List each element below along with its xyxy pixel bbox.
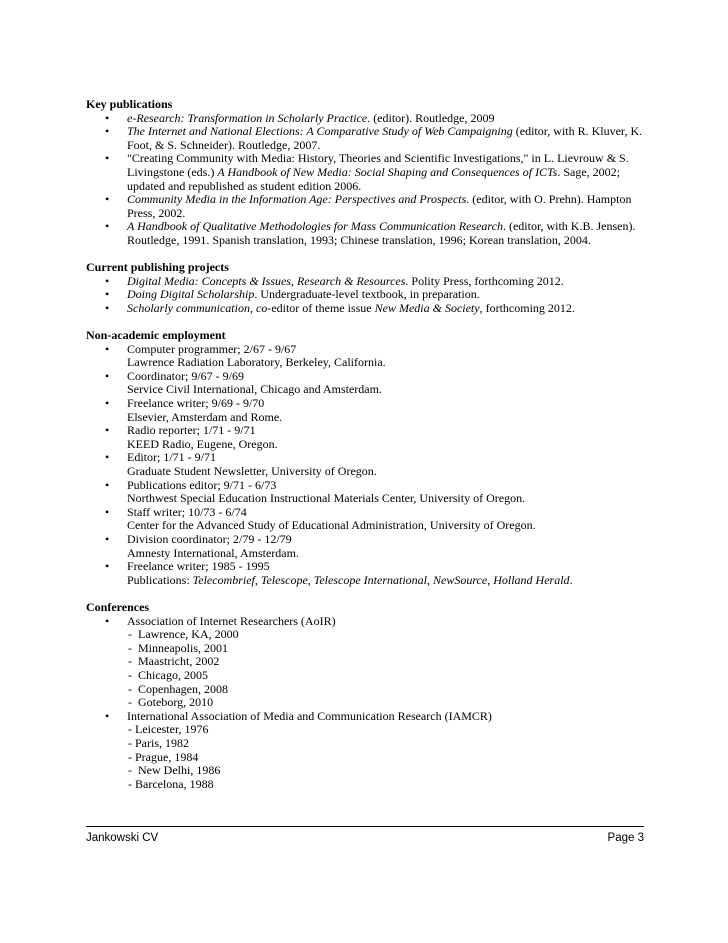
bullet-icon: • — [105, 300, 110, 315]
conference-entry: - Copenhagen, 2008 — [128, 681, 228, 696]
conference-entry: - New Delhi, 1986 — [128, 763, 221, 778]
employment-item: • Freelance writer; 9/69 - 9/70 Elsevier, Amsterdam and Rome. — [105, 396, 283, 424]
employment-list — [86, 343, 646, 588]
employment-item: • Coordinator; 9/67 - 9/69 Service Civil International, Chicago and Amsterdam. — [105, 368, 382, 397]
project-item: • Scholarly communication, co-editor of theme issue New Media & Society, forthcoming 2012. — [105, 300, 575, 315]
conference-entry: - Goteborg, 2010 — [128, 695, 214, 710]
employment-item: • Radio reporter; 1/71 - 9/71 KEED Radio, Eugene, Oregon. — [105, 423, 278, 451]
section-heading: Current publishing projects — [86, 260, 229, 275]
bullet-icon: • — [105, 368, 110, 383]
bullet-icon: • — [105, 532, 110, 546]
bullet-icon: • — [105, 287, 110, 302]
publication-item: • "Creating Community with Media: History, Theories and Scientific Investigations," in L. Lievrouw & S. Livingstone (eds.) A Handbook of New Media: Social Shaping and Consequences of ICTs. Sage, 2002; updated and republished as student edition 2006. — [105, 151, 629, 193]
publications-list — [86, 112, 646, 248]
bullet-icon: • — [105, 708, 110, 723]
bullet-icon: • — [105, 396, 110, 411]
section-heading: Non-academic employment — [86, 328, 226, 343]
conference-entries — [86, 628, 646, 710]
key-publications-section — [86, 98, 646, 248]
conference-entry: - Prague, 1984 — [128, 749, 199, 764]
publishing-projects-section — [86, 261, 646, 315]
bullet-icon: • — [105, 192, 110, 207]
section-heading: Conferences — [86, 599, 150, 614]
project-item: • Digital Media: Concepts & Issues, Research & Resources. Polity Press, forthcoming 2012. — [105, 273, 564, 288]
section-heading: Key publications — [86, 97, 173, 111]
conference-entry: - Chicago, 2005 — [128, 667, 208, 682]
bullet-icon: • — [105, 219, 110, 234]
footer-title: Jankowski CV — [86, 832, 159, 844]
conference-entry: - Minneapolis, 2001 — [128, 640, 228, 655]
conference-entries — [86, 723, 646, 791]
bullet-icon: • — [105, 504, 110, 519]
employment-item: • Staff writer; 10/73 - 6/74 Center for the Advanced Study of Educational Administration, University of Oregon. — [105, 504, 536, 533]
project-item: • Doing Digital Scholarship. Undergraduate-level textbook, in preparation. — [105, 287, 480, 302]
bullet-icon: • — [105, 423, 110, 438]
projects-list — [86, 275, 646, 316]
employment-section — [86, 329, 646, 587]
employment-item: • Division coordinator; 2/79 - 12/79 Amnesty International, Amsterdam. — [105, 532, 299, 560]
conference-entry: - Maastricht, 2002 — [128, 654, 220, 669]
conferences-list — [86, 710, 646, 724]
bullet-icon: • — [105, 477, 110, 492]
conference-entry: - Paris, 1982 — [128, 735, 189, 750]
bullet-icon: • — [105, 273, 110, 288]
bullet-icon: • — [105, 559, 110, 574]
employment-item: • Computer programmer; 2/67 - 9/67 Lawrence Radiation Laboratory, Berkeley, California. — [105, 341, 386, 370]
bullet-icon: • — [105, 151, 110, 166]
publication-item: • A Handbook of Qualitative Methodologies for Mass Communication Research. (editor, with K.B. Jensen). Routledge, 1991. Spanish translation, 1993; Chinese translation, 1996; Korean translation, 2004. — [105, 219, 636, 247]
bullet-icon: • — [105, 124, 110, 139]
page-content — [86, 98, 646, 791]
conference-entry: - Barcelona, 1988 — [128, 776, 214, 791]
publication-item: • Community Media in the Information Age: Perspectives and Prospects. (editor, with O. Prehn). Hampton Press, 2002. — [105, 192, 632, 220]
bullet-icon: • — [105, 613, 110, 628]
employment-item: • Publications editor; 9/71 - 6/73 Northwest Special Education Instructional Materials Center, University of Oregon. — [105, 477, 526, 506]
publication-item: • e-Research: Transformation in Scholarly Practice. (editor). Routledge, 2009 — [105, 110, 495, 125]
conferences-list — [86, 615, 646, 629]
publication-item: • The Internet and National Elections: A Comparative Study of Web Campaigning (editor, with R. Kluver, K. Foot, & S. Schneider). Routledge, 2007. — [105, 124, 643, 152]
conference-group: • International Association of Media and Communication Research (IAMCR) — [105, 708, 492, 723]
employment-item: • Freelance writer; 1985 - 1995 Publications: Telecombrief, Telescope, Telescope International, NewSource, Holland Herald. — [86, 560, 646, 587]
conference-group: • Association of Internet Researchers (AoIR) — [105, 613, 336, 628]
bullet-icon: • — [105, 450, 110, 465]
page-number: Page 3 — [607, 832, 644, 844]
publications-line: Publications: Telecombrief, Telescope, Telescope International, NewSource, Holland Herald. — [127, 572, 573, 587]
bullet-icon: • — [105, 341, 110, 356]
footer-divider — [86, 826, 644, 827]
conference-entry: - Lawrence, KA, 2000 — [128, 627, 239, 642]
conference-entry: - Leicester, 1976 — [128, 722, 209, 737]
conferences-section — [86, 601, 646, 791]
bullet-icon: • — [105, 110, 110, 125]
employment-item: • Editor; 1/71 - 9/71 Graduate Student Newsletter, University of Oregon. — [105, 450, 377, 479]
